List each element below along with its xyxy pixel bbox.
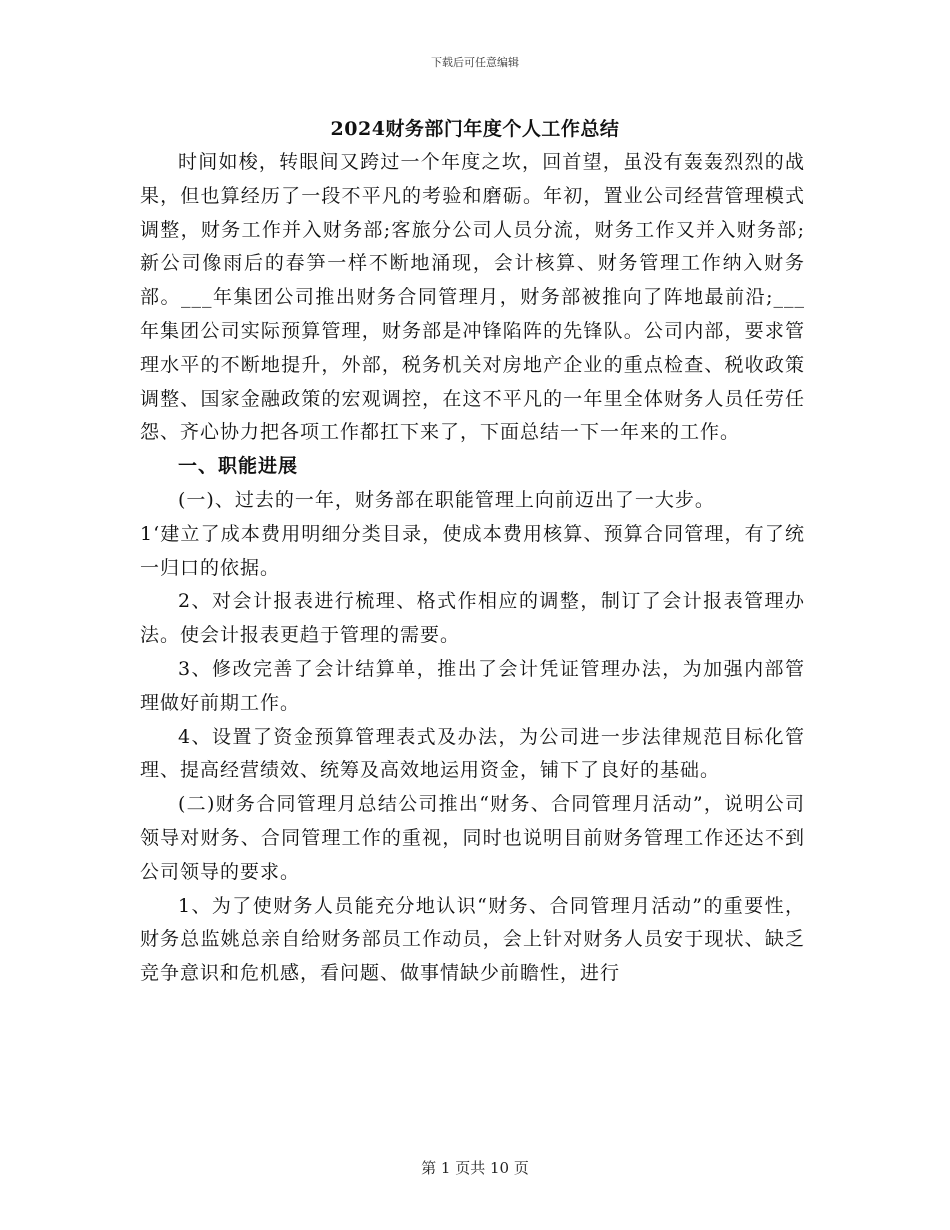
- document-body: [140, 146, 805, 991]
- section-heading-functions: 一、职能进展: [178, 455, 299, 478]
- paragraph-item-2: 2、对会计报表进行梳理、格式作相应的调整，制订了会计报表管理办法。使会计报表更趋于管理的需要。: [140, 590, 805, 647]
- paragraph-intro: 时间如梭，转眼间又跨过一个年度之坎，回首望，虽没有轰轰烈烈的战果，但也算经历了一段不平凡的考验和磨砺。年初，置业公司经营管理模式调整，财务工作并入财务部;客旅分公司人员分流，财务工作又并入财务部;新公司像雨后的春笋一样不断地涌现，会计核算、财务管理工作纳入财务部。___年集团公司推出财务合同管理月，财务部被推向了阵地最前沿;___年集团公司实际预算管理，财务部是冲锋陷阵的先锋队。公司内部，要求管理水平的不断地提升，外部，税务机关对房地产企业的重点检查、税收政策调整、国家金融政策的宏观调控，在这不平凡的一年里全体财务人员任劳任怨、齐心协力把各项工作都扛下来了，下面总结一下一年来的工作。: [140, 151, 805, 444]
- page-number-footer: 第 1 页共 10 页: [421, 1159, 529, 1177]
- paragraph-subsection-1: (一)、过去的一年，财务部在职能管理上向前迈出了一大步。: [178, 488, 715, 511]
- paragraph-item-3: 3、修改完善了会计结算单，推出了会计凭证管理办法，为加强内部管理做好前期工作。: [140, 657, 805, 714]
- paragraph-item-4: 4、设置了资金预算管理表式及办法，为公司进一步法律规范目标化管理、提高经营绩效、统筹及高效地运用资金，铺下了良好的基础。: [140, 725, 805, 782]
- paragraph-subsection-2: (二)财务合同管理月总结公司推出“财务、合同管理月活动”，说明公司领导对财务、合同管理工作的重视，同时也说明目前财务管理工作还达不到公司领导的要求。: [140, 793, 805, 883]
- paragraph-item-1: 1‘建立了成本费用明细分类目录，使成本费用核算、预算合同管理，有了统一归口的依据。: [140, 522, 805, 579]
- paragraph-item-5: 1、为了使财务人员能充分地认识“财务、合同管理月活动”的重要性，财务总监姚总亲自给财务部员工作动员，会上针对财务人员安于现状、缺乏竞争意识和危机感，看问题、做事情缺少前瞻性，进行: [140, 894, 805, 985]
- page-header-note: 下载后可任意编辑: [431, 56, 519, 69]
- document-title: 2024财务部门年度个人工作总结: [330, 118, 620, 140]
